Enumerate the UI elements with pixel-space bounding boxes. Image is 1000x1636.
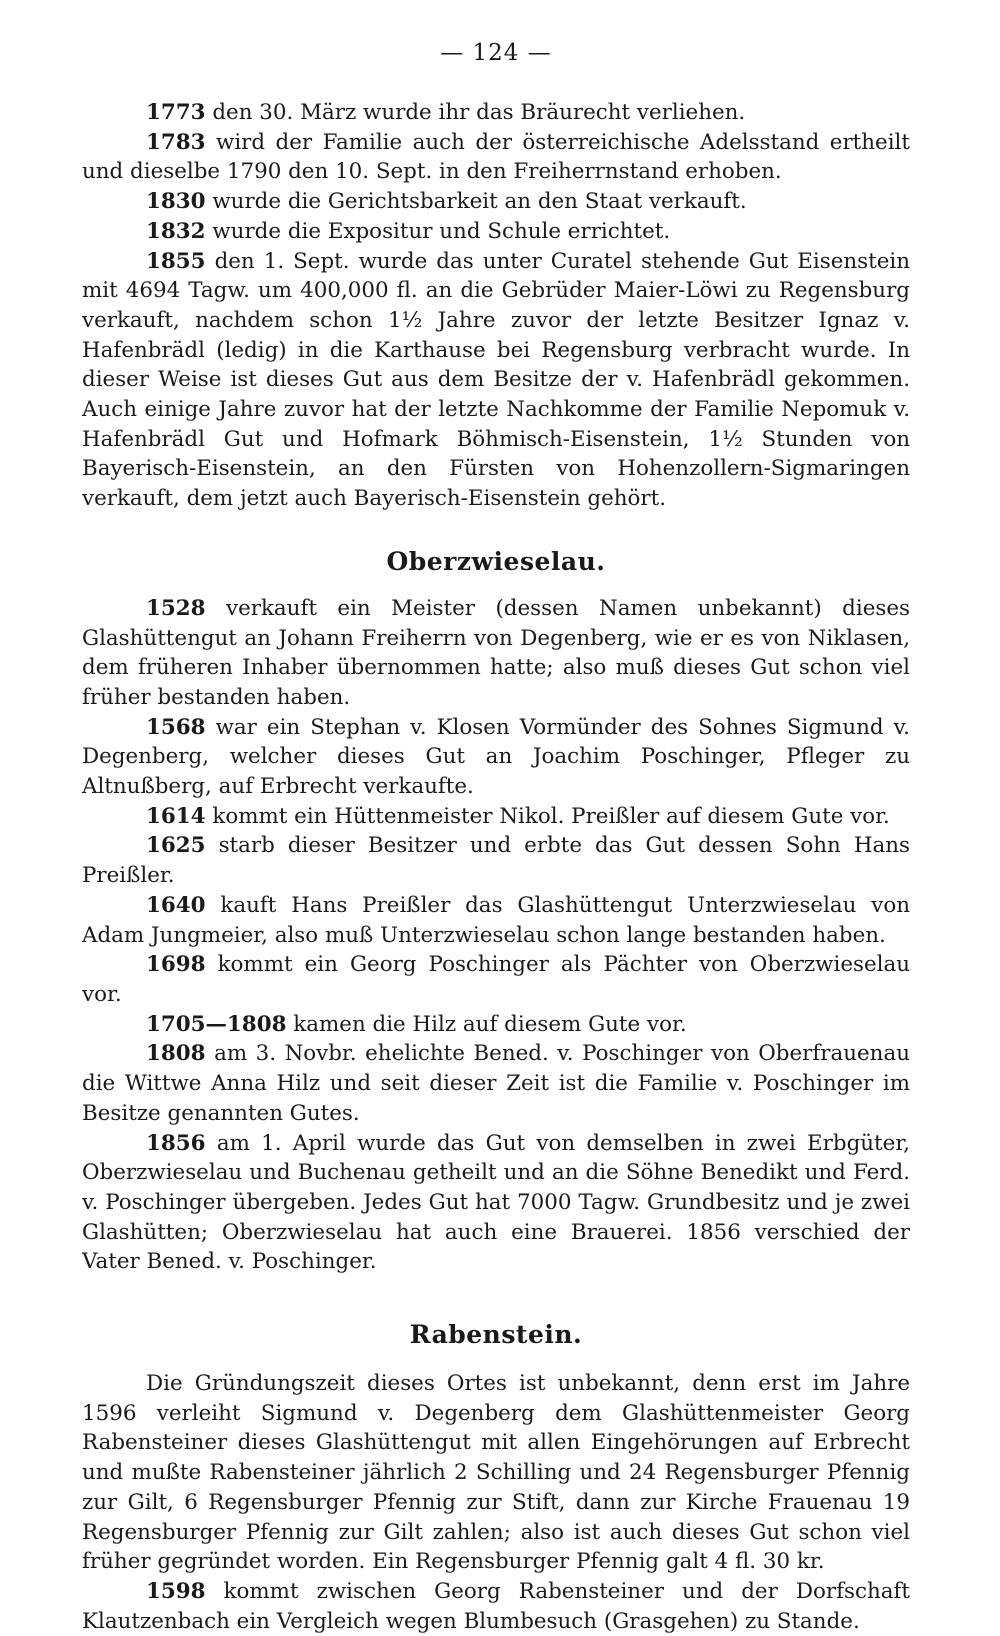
paragraph — [82, 831, 910, 890]
paragraph — [82, 187, 910, 217]
paragraph — [82, 247, 910, 514]
paragraph-text: wurde die Expositur und Schule errichtet. — [212, 218, 671, 244]
year: 1640 — [146, 892, 206, 918]
paragraph — [82, 98, 910, 128]
intro-section — [82, 98, 910, 514]
paragraph-text: kauft Hans Preißler das Glashüttengut Unterzwieselau von Adam Jungmeier, also muß Unterzwieselau schon lange bestanden haben. — [82, 892, 910, 948]
paragraph-text: den 30. März wurde ihr das Bräurecht verliehen. — [212, 100, 746, 125]
section-title-rabenstein: Rabenstein. — [409, 1320, 583, 1350]
paragraph-text: Die Gründungszeit dieses Ortes ist unbekannt, denn erst im Jahre 1596 verleiht Sigmund v. Degenberg dem Glashüttenmeister Georg Rabensteiner dieses Glashüttengut mit allen Eingehörungen auf Erbrecht und mußte Rabensteiner jährlich 2 Schilling und 24 Regensburger Pfennig zur Gilt, 6 Regensburger Pfennig zur Stift, dann zur Kirche Frauenau 19 Regensburger Pfennig zur Gilt zahlen; also ist auch dieses Gut schon viel früher gegründet worden. Ein Regensburger Pfennig galt 4 fl. 30 kr. — [82, 1371, 910, 1575]
year: 1568 — [146, 714, 206, 740]
year: 1698 — [146, 952, 206, 978]
paragraph — [82, 891, 910, 950]
paragraph — [82, 217, 910, 247]
page-number: — 124 — — [440, 40, 552, 66]
year: 1830 — [146, 189, 206, 215]
paragraph-text: starb dieser Besitzer und erbte das Gut dessen Sohn Hans Preißler. — [82, 833, 910, 889]
section-title-oberzwieselau: Oberzwieselau. — [386, 546, 606, 576]
paragraph-text: am 3. Novbr. ehelichte Bened. v. Poschinger von Oberfrauenau die Wittwe Anna Hilz und seit dieser Zeit ist die Familie v. Poschinger im Besitze genannten Gutes. — [82, 1041, 910, 1126]
paragraph-text: wird der Familie auch der österreichische Adelsstand ertheilt und dieselbe 1790 den 10. Sept. in den Freiherrnstand erhoben. — [82, 129, 910, 185]
year: 1832 — [146, 218, 206, 244]
year: 1856 — [146, 1130, 206, 1156]
paragraph — [82, 1129, 910, 1278]
year: 1625 — [146, 833, 206, 859]
year: 1614 — [146, 803, 206, 829]
paragraph-text: war ein Stephan v. Klosen Vormünder des Sohnes Sigmund v. Degenberg, welcher dieses Gut an Joachim Poschinger, Pfleger zu Altnußberg, auf Erbrecht verkaufte. — [82, 714, 910, 800]
paragraph — [82, 1039, 910, 1128]
year: 1773 — [146, 100, 206, 125]
rabenstein-section — [82, 1369, 910, 1636]
year: 1808 — [146, 1041, 206, 1067]
paragraph-text: den 1. Sept. wurde das unter Curatel stehende Gut Eisenstein mit 4694 Tagw. um 400,000 fl. an die Gebrüder Maier-Löwi zu Regensburg verkauft, nachdem schon 1½ Jahre zuvor der letzte Besitzer Ignaz v. Hafenbrädl (ledig) in die Karthause bei Regensburg verbracht wurde. In dieser Weise ist dieses Gut aus dem Besitze der v. Hafenbrädl gekommen. Auch einige Jahre zuvor hat der letzte Nachkomme der Familie Nepomuk v. Hafenbrädl Gut und Hofmark Böhmisch-Eisenstein, 1½ Stunden von Bayerisch-Eisenstein, an den Fürsten von Hohenzollern-Sigmaringen verkauft, dem jetzt auch Bayerisch-Eisenstein gehört. — [82, 248, 910, 512]
year: 1528 — [146, 595, 206, 621]
paragraph — [82, 713, 910, 802]
paragraph-text: verkauft ein Meister (dessen Namen unbekannt) dieses Glashüttengut an Johann Freiherrn von Degenberg, wie er es von Niklasen, dem früheren Inhaber übernommen hatte; also muß dieses Gut schon viel früher bestanden haben. — [82, 595, 910, 710]
paragraph — [82, 1010, 910, 1040]
paragraph-text: kommt ein Georg Poschinger als Pächter von Oberzwieselau vor. — [82, 952, 910, 1007]
year: 1783 — [146, 129, 206, 155]
oberzwieselau-section — [82, 594, 910, 1277]
paragraph — [82, 1369, 910, 1577]
paragraph-text: wurde die Gerichtsbarkeit an den Staat verkauft. — [212, 189, 747, 215]
paragraph — [82, 950, 910, 1009]
document-page — [82, 40, 910, 1636]
paragraph — [82, 128, 910, 187]
paragraph — [82, 594, 910, 713]
year: 1855 — [146, 248, 206, 274]
paragraph-text: kommt zwischen Georg Rabensteiner und der Dorfschaft Klautzenbach ein Vergleich wegen Blumbesuch (Grasgehen) zu Stande. — [82, 1578, 910, 1634]
paragraph — [82, 802, 910, 832]
year: 1705—1808 — [146, 1011, 287, 1037]
paragraph-text: am 1. April wurde das Gut von demselben in zwei Erbgüter, Oberzwieselau und Buchenau getheilt und an die Söhne Benedikt und Ferd. v. Poschinger übergeben. Jedes Gut hat 7000 Tagw. Grundbesitz und je zwei Glashütten; Oberzwieselau hat auch eine Brauerei. 1856 verschied der Vater Bened. v. Poschinger. — [82, 1130, 910, 1275]
paragraph — [82, 1577, 910, 1636]
paragraph-text: kommt ein Hüttenmeister Nikol. Preißler auf diesem Gute vor. — [212, 803, 890, 829]
paragraph-text: kamen die Hilz auf diesem Gute vor. — [293, 1011, 687, 1037]
year: 1598 — [146, 1578, 206, 1604]
